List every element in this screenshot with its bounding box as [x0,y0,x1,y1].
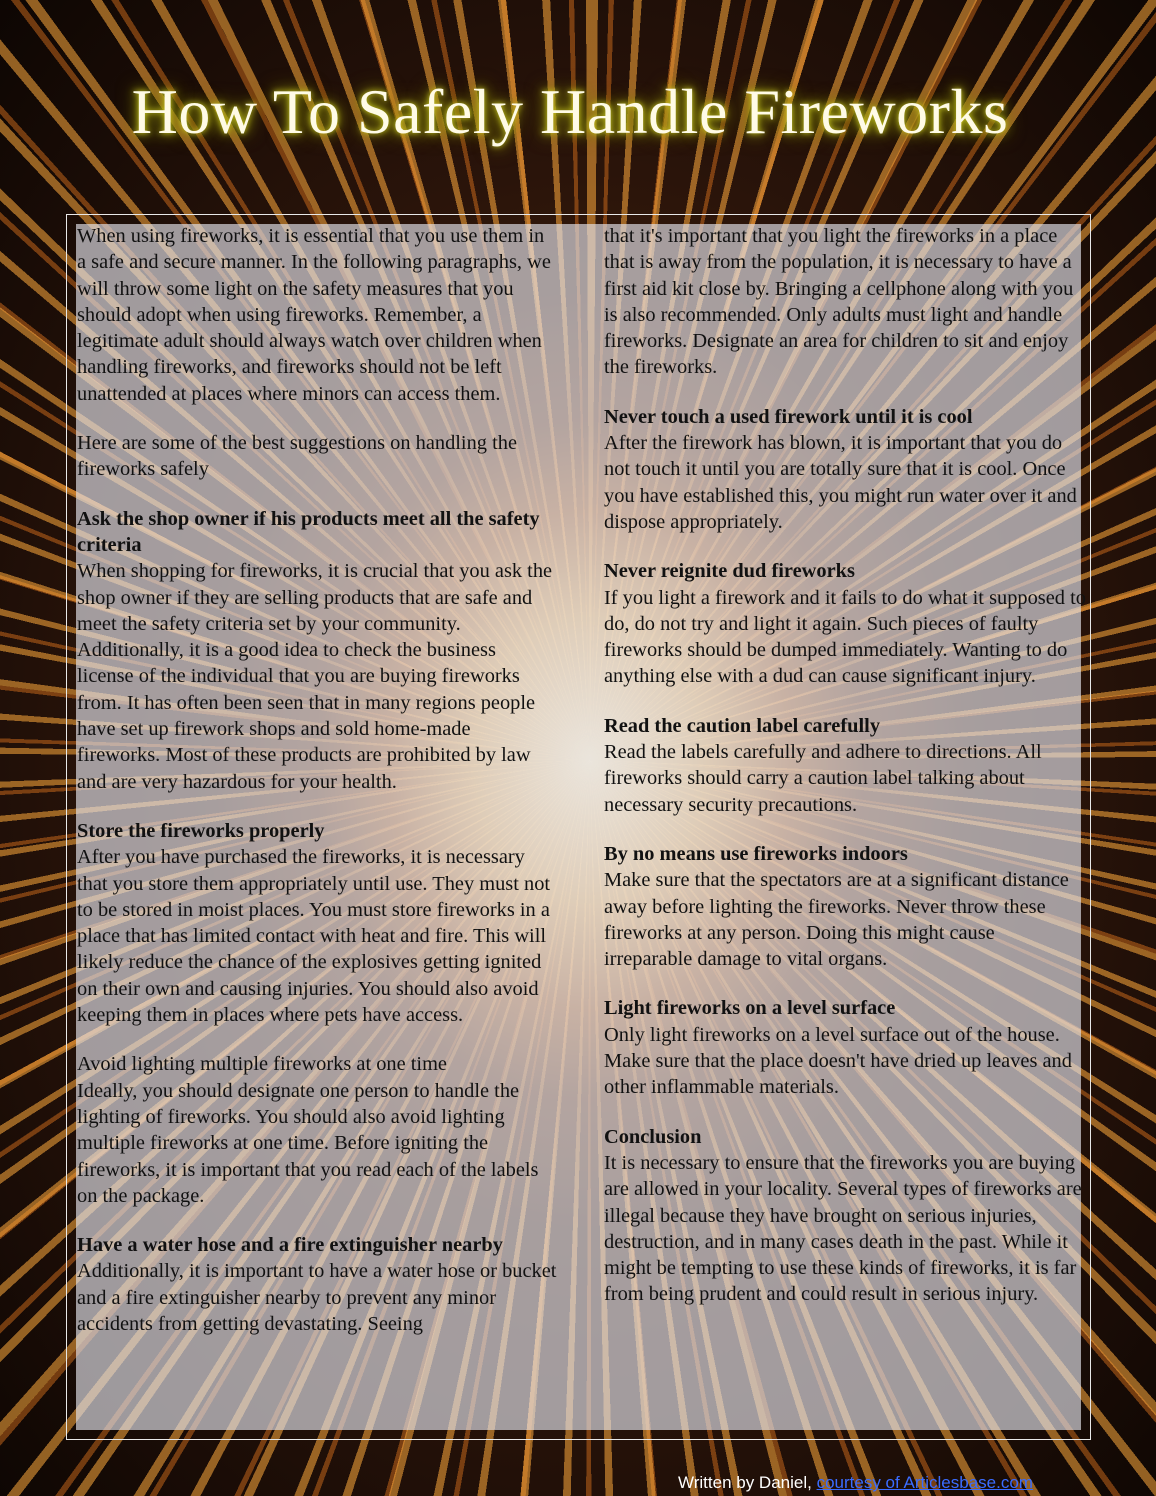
left-column [77,223,557,1337]
section-heading: Ask the shop owner if his products meet all the safety criteria [77,507,540,556]
footer-author: Written by Daniel, [678,1473,817,1492]
continued-paragraph: that it's important that you light the fireworks in a place that is away from the population, it is necessary to have a first aid kit close by. Bringing a cellphone along with you is also recommended. Only adults must light and handle fireworks. Designate an area for children to sit and enjoy the fireworks. [604,225,1074,379]
section-store-properly [77,818,557,1028]
section-body: If you light a firework and it fails to do what it supposed to do, do not try and light it again. Such pieces of faulty fireworks should be dumped immediately. Wanting to do anything else with a dud can cause significant injury. [604,586,1086,688]
section-dud-fireworks [604,558,1086,689]
section-body: When shopping for fireworks, it is crucial that you ask the shop owner if they are selling products that are safe and meet the safety criteria set by your community. Additionally, it is a good idea to check the business license of the individual that you are buying fireworks from. It has often been seen that in many regions people have set up firework shops and sold home-made fireworks. Most of these products are prohibited by law and are very hazardous for your health. [77,560,553,793]
section-conclusion [604,1124,1086,1308]
section-body: It is necessary to ensure that the fireworks you are buying are allowed in your locality. Several types of fireworks are illegal because they have brought on serious injuries, destruction, and in many cases death in the past. While it might be tempting to use these kinds of fireworks, it is far from being prudent and could result in serious injury. [604,1151,1082,1306]
right-column [604,223,1086,1308]
section-level-surface [604,995,1086,1100]
section-heading: Read the caution label carefully [604,714,881,737]
section-heading: Have a water hose and a fire extinguisher nearby [77,1234,503,1257]
section-body: After the firework has blown, it is important that you do not touch it until you are totally sure that it is cool. Once you have established this, you might run water over it and dispose appropriately. [604,432,1077,533]
section-body: Read the labels carefully and adhere to directions. All fireworks should carry a caution label talking about necessary security precautions. [604,741,1042,816]
section-heading-plain: Avoid lighting multiple fireworks at one time [77,1053,447,1076]
section-multiple-fireworks [77,1051,557,1209]
section-heading: Never touch a used firework until it is cool [604,405,973,428]
section-heading: Never reignite dud fireworks [604,560,855,583]
section-body: Ideally, you should designate one person to handle the lighting of fireworks. You should also avoid lighting multiple fireworks at one time. Before igniting the fireworks, it is important that you read each of the labels on the package. [77,1079,539,1207]
section-body: Additionally, it is important to have a water hose or bucket and a fire extinguisher nearby to prevent any minor accidents from getting devastating. Seeing [77,1260,557,1335]
section-caution-label [604,713,1086,818]
section-used-firework [604,404,1086,535]
section-heading: Conclusion [604,1125,702,1148]
section-body: Make sure that the spectators are at a significant distance away before lighting the fireworks. Never throw these fireworks at any person. Doing this might cause irreparable damage to vital organs. [604,869,1069,971]
section-heading: Store the fireworks properly [77,819,325,842]
page-title: How To Safely Handle Fireworks [131,76,1009,147]
section-heading: Light fireworks on a level surface [604,997,896,1020]
section-water-hose [77,1232,557,1337]
section-body: After you have purchased the fireworks, it is necessary that you store them appropriately until use. They must not to be stored in moist places. You must store fireworks in a place that has limited contact with heat and fire. This will likely reduce the chance of the explosives getting ignited on their own and causing injuries. You should also avoid keeping them in places where pets have access. [77,846,551,1027]
section-heading: By no means use fireworks indoors [604,842,908,865]
intro-paragraph: Here are some of the best suggestions on handling the fireworks safely [77,432,517,481]
articlesbase-link[interactable]: courtesy of Articlesbase.com [816,1473,1033,1492]
section-body: Only light fireworks on a level surface out of the house. Make sure that the place doesn't have dried up leaves and other inflammable materials. [604,1023,1072,1099]
section-indoors [604,841,1086,972]
section-shop-owner [77,506,557,795]
intro-paragraph: When using fireworks, it is essential that you use them in a safe and secure manner. In the following paragraphs, we will throw some light on the safety measures that you should adopt when using fireworks. Remember, a legitimate adult should always watch over children when handling fireworks, and fireworks should not be left unattended at places where minors can access them. [77,225,551,405]
footer-credit [678,1472,1033,1494]
